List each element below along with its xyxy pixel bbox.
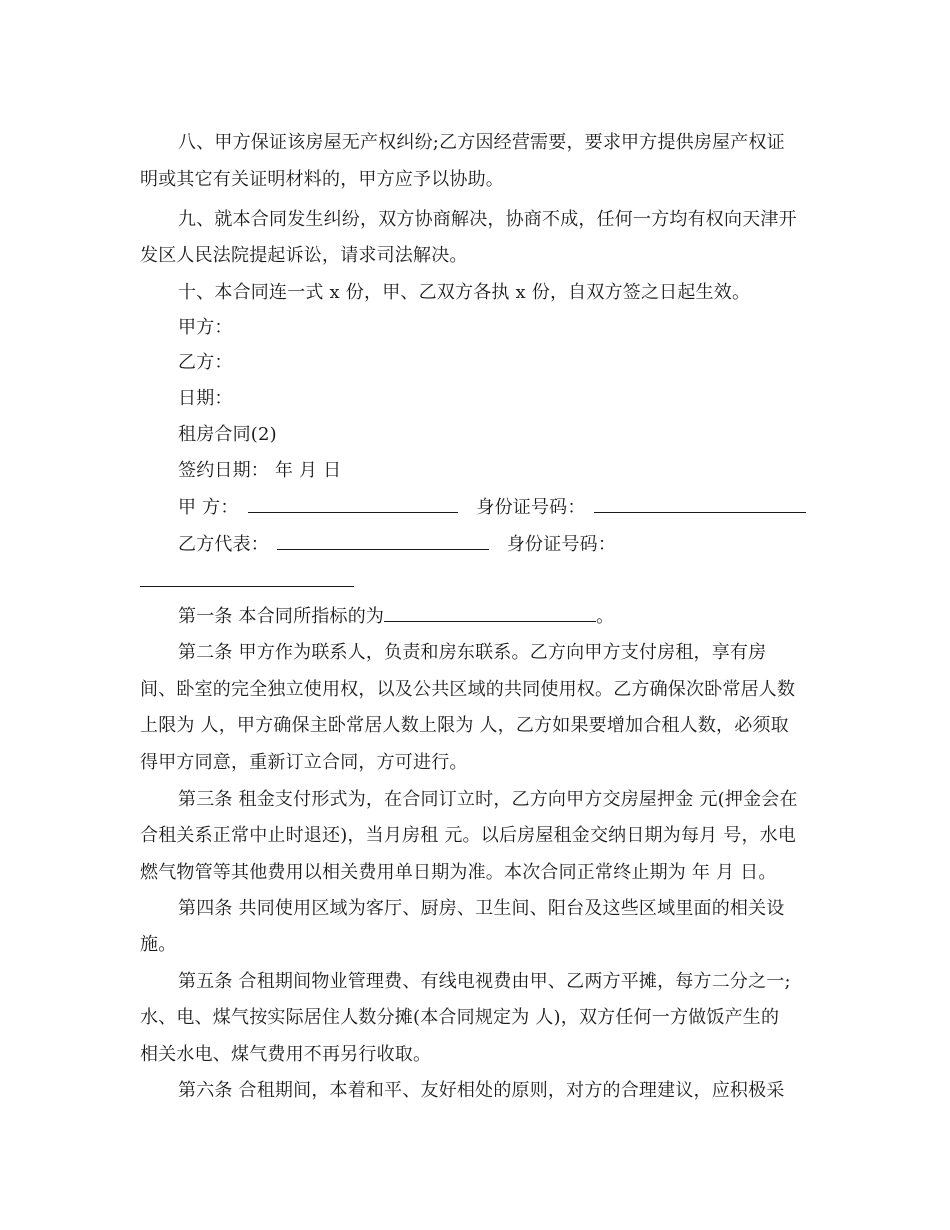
party-a-blank[interactable] <box>248 498 458 513</box>
clause-8-line-1: 八、甲方保证该房屋无产权纠纷;乙方因经营需要，要求甲方提供房屋产权证 <box>178 132 785 153</box>
party-a-id-label: 身份证号码： <box>476 497 586 518</box>
article-3-line-3: 燃气物管等其他费用以相关费用单日期为准。本次合同正常终止期为 年 月 日。 <box>140 862 777 883</box>
party-b-signature-label: 乙方： <box>178 352 233 373</box>
party-a-row <box>178 498 806 518</box>
contract-title-2: 租房合同(2) <box>178 424 277 445</box>
article-1-text: 第一条 本合同所指标的为 <box>178 606 385 627</box>
article-2-line-2: 间、卧室的完全独立使用权，以及公共区域的共同使用权。乙方确保次卧常居人数 <box>140 679 796 700</box>
article-2-line-1: 第二条 甲方作为联系人，负责和房东联系。乙方向甲方支付房租，享有房 <box>178 642 767 663</box>
article-1-end: 。 <box>596 606 615 627</box>
clause-9-line-1: 九、就本合同发生纠纷，双方协商解决，协商不成，任何一方均有权向天津开 <box>178 209 797 230</box>
party-b-rep-label: 乙方代表： <box>178 534 269 555</box>
party-a-id-blank[interactable] <box>594 498 806 513</box>
article-1 <box>178 607 614 627</box>
party-b-id-blank-line[interactable] <box>140 586 354 587</box>
article-1-blank[interactable] <box>384 607 596 622</box>
clause-8-line-2: 明或其它有关证明材料的，甲方应予以协助。 <box>140 169 504 190</box>
party-a-label: 甲 方： <box>178 497 239 518</box>
article-3-line-1: 第三条 租金支付形式为，在合同订立时，乙方向甲方交房屋押金 元(押金会在 <box>178 789 798 810</box>
party-b-rep-blank[interactable] <box>277 535 489 550</box>
date-label: 日期： <box>178 388 233 409</box>
article-3-line-2: 合租关系正常中止时退还)，当月房租 元。以后房屋租金交纳日期为每月 号，水电 <box>140 825 797 846</box>
article-5-line-3: 相关水电、煤气费用不再另行收取。 <box>140 1044 432 1065</box>
article-2-line-3: 上限为 人，甲方确保主卧常居人数上限为 人，乙方如果要增加合租人数，必须取 <box>140 715 789 736</box>
party-a-signature-label: 甲方： <box>178 317 233 338</box>
article-5-line-1: 第五条 合租期间物业管理费、有线电视费由甲、乙两方平摊，每方二分之一; <box>178 971 791 992</box>
party-b-rep-row <box>178 535 616 555</box>
article-5-line-2: 水、电、煤气按实际居住人数分摊(本合同规定为 人)，双方任何一方做饭产生的 <box>140 1007 780 1028</box>
article-4-line-2: 施。 <box>140 934 177 955</box>
signing-date: 签约日期： 年 月 日 <box>178 460 342 481</box>
party-b-id-label: 身份证号码： <box>506 534 617 555</box>
article-6-line-1: 第六条 合租期间，本着和平、友好相处的原则，对方的合理建议，应积极采 <box>178 1080 785 1101</box>
article-4-line-1: 第四条 共同使用区域为客厅、厨房、卫生间、阳台及这些区域里面的相关设 <box>178 898 785 919</box>
clause-10: 十、本合同连一式 x 份，甲、乙双方各执 x 份，自双方签之日起生效。 <box>178 282 751 303</box>
clause-9-line-2: 发区人民法院提起诉讼，请求司法解决。 <box>140 245 468 266</box>
article-2-line-4: 得甲方同意，重新订立合同，方可进行。 <box>140 752 468 773</box>
